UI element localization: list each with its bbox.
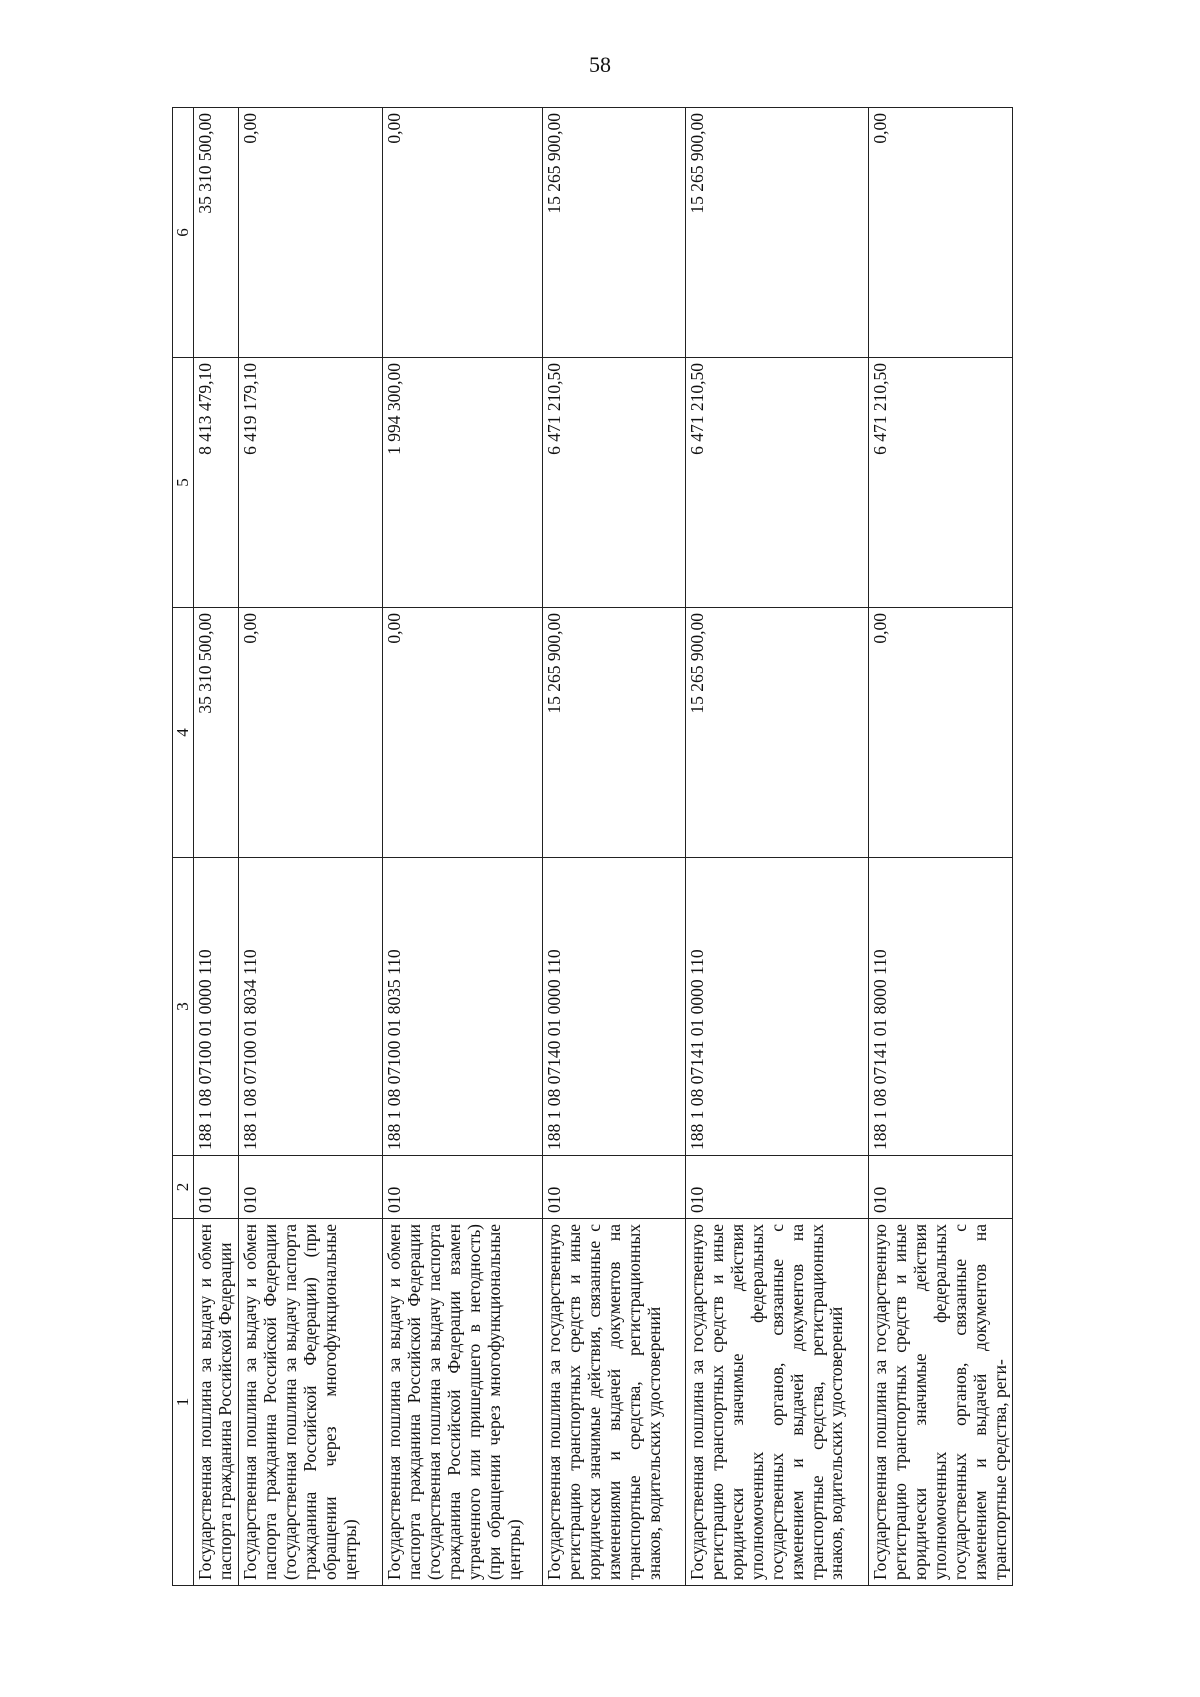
- row-admin-code: 010: [542, 1156, 685, 1219]
- row-value-5: 6 471 210,50: [685, 358, 868, 608]
- col-header-2: 2: [173, 1156, 194, 1219]
- row-budget-code: 188 1 08 07100 01 8035 110: [382, 858, 542, 1156]
- row-value-4: 15 265 900,00: [685, 608, 868, 858]
- rotated-table-frame: [172, 108, 1010, 1586]
- col-header-4: 4: [173, 608, 194, 858]
- row-budget-code: 188 1 08 07100 01 0000 110: [194, 858, 239, 1156]
- row-value-5: 1 994 300,00: [382, 358, 542, 608]
- col-header-1: 1: [173, 1219, 194, 1586]
- row-admin-code: 010: [238, 1156, 382, 1219]
- table-row: [685, 108, 868, 1586]
- row-value-4: 0,00: [382, 608, 542, 858]
- table-row: [868, 108, 1013, 1586]
- col-header-3: 3: [173, 858, 194, 1156]
- row-name: Государственная пошлина за государственную регистрацию транспортных средств и иные юридически значимые действия, связанные с изменениями и выдачей документов на транспортные средства, регистрационных знаков, водительских удостоверений: [542, 1219, 685, 1586]
- row-name: Государственная пошлина за выдачу и обмен паспорта гражданина Российской Федерации: [194, 1219, 239, 1586]
- row-budget-code: 188 1 08 07141 01 0000 110: [685, 858, 868, 1156]
- row-value-5: 8 413 479,10: [194, 358, 239, 608]
- row-budget-code: 188 1 08 07140 01 0000 110: [542, 858, 685, 1156]
- row-budget-code: 188 1 08 07141 01 8000 110: [868, 858, 1013, 1156]
- table-container: [172, 108, 1010, 1586]
- row-value-4: 15 265 900,00: [542, 608, 685, 858]
- row-value-4: 35 310 500,00: [194, 608, 239, 858]
- row-value-5: 6 471 210,50: [542, 358, 685, 608]
- row-value-4: 0,00: [868, 608, 1013, 858]
- row-value-6: 35 310 500,00: [194, 108, 239, 358]
- page-number: 58: [589, 52, 611, 77]
- row-value-6: 0,00: [868, 108, 1013, 358]
- row-name: Государственная пошлина за государственную регистрацию транспортных средств и иные юридически значимые действия уполномоченных федеральных государственных органов, связанные с изменением и выдачей документов на транспортные средства, регистрационных знаков, водительских удостоверений: [685, 1219, 868, 1586]
- row-name: Государственная пошлина за выдачу и обмен паспорта гражданина Российской Федерации (государственная пошлина за выдачу паспорта гражданина Российской Федерации взамен утраченного или пришедшего в негодность) (при обращении через многофункциональные центры): [382, 1219, 542, 1586]
- row-value-4: 0,00: [238, 608, 382, 858]
- table-row: [238, 108, 382, 1586]
- row-value-5: 6 419 179,10: [238, 358, 382, 608]
- table-row: [194, 108, 239, 1586]
- row-budget-code: 188 1 08 07100 01 8034 110: [238, 858, 382, 1156]
- row-value-6: 15 265 900,00: [542, 108, 685, 358]
- revenue-table: [172, 107, 1013, 1586]
- table-row: [542, 108, 685, 1586]
- row-value-6: 0,00: [382, 108, 542, 358]
- col-header-6: 6: [173, 108, 194, 358]
- row-value-6: 0,00: [238, 108, 382, 358]
- row-admin-code: 010: [685, 1156, 868, 1219]
- row-admin-code: 010: [382, 1156, 542, 1219]
- header-row: [173, 108, 194, 1586]
- col-header-5: 5: [173, 358, 194, 608]
- row-admin-code: 010: [194, 1156, 239, 1219]
- table-row: [382, 108, 542, 1586]
- row-admin-code: 010: [868, 1156, 1013, 1219]
- row-value-5: 6 471 210,50: [868, 358, 1013, 608]
- row-name: Государственная пошлина за выдачу и обмен паспорта гражданина Российской Федерации (государственная пошлина за выдачу паспорта гражданина Российской Федерации) (при обращении через многофункциональные центры): [238, 1219, 382, 1586]
- row-value-6: 15 265 900,00: [685, 108, 868, 358]
- row-name: Государственная пошлина за государственную регистрацию транспортных средств и иные юридически значимые действия уполномоченных федеральных государственных органов, связанные с изменением и выдачей документов на транспортные средства, реги-: [868, 1219, 1013, 1586]
